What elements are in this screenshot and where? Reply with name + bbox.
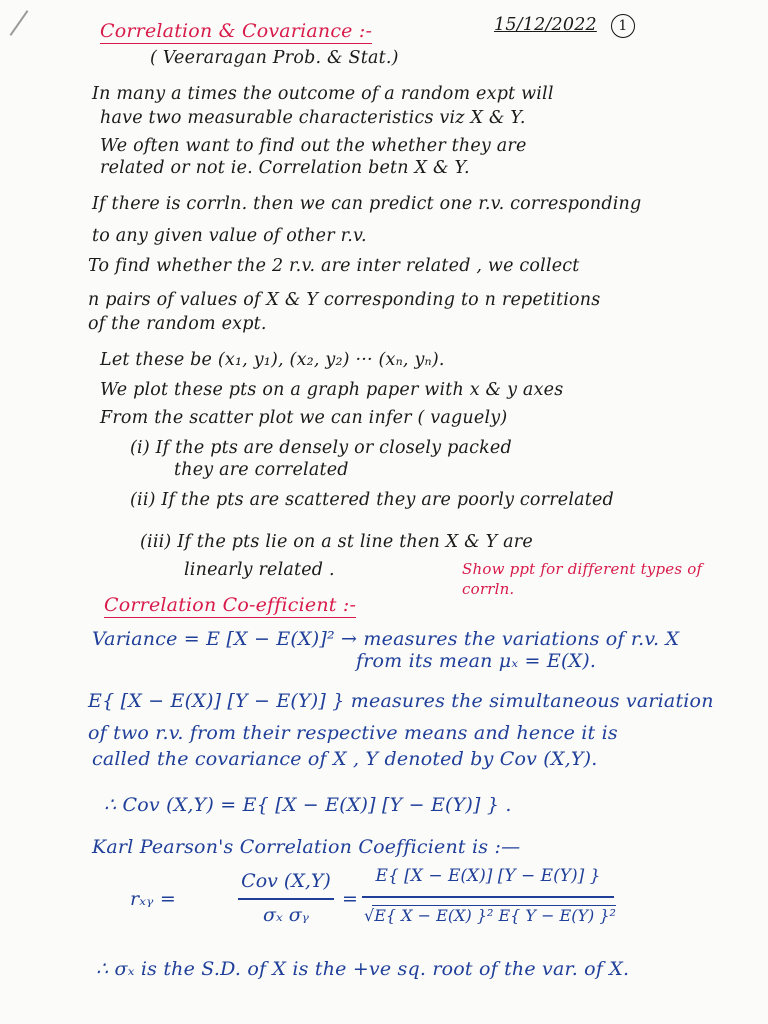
intro-line-11: We plot these pts on a graph paper with x & y axes — [100, 380, 564, 400]
date-line — [494, 14, 635, 38]
intro-line-9: of the random expt. — [88, 314, 267, 334]
fraction-2-bar — [362, 896, 614, 898]
intro-line-2: have two measurable characteristics viz X & Y. — [100, 108, 526, 128]
section-title — [104, 594, 356, 616]
fraction-2-numerator: E{ [X − E(X)] [Y − E(Y)] } — [375, 866, 601, 886]
fraction-2-denominator-text: E{ X − E(X) }² E{ Y − E(Y) }² — [374, 906, 616, 925]
variance-line-1: Variance = E [X − E(X)]² → measures the variations of r.v. X — [92, 628, 680, 650]
date: 15/12/2022 — [494, 15, 597, 35]
page-title — [100, 20, 372, 42]
intro-line-8: n pairs of values of X & Y corresponding to n repetitions — [88, 290, 601, 310]
intro-line-7: To find whether the 2 r.v. are inter related , we collect — [88, 256, 580, 276]
item-2: (ii) If the pts are scattered they are poorly correlated — [130, 490, 614, 510]
fraction-1-bar — [238, 898, 334, 900]
sd-note: ∴ σₓ is the S.D. of X is the +ve sq. root of the var. of X. — [96, 958, 630, 980]
covariance-line-3: called the covariance of X , Y denoted by Cov (X,Y). — [92, 748, 598, 770]
intro-line-4: related or not ie. Correlation betn X & Y. — [100, 158, 470, 178]
page-number: 1 — [611, 14, 635, 38]
intro-line-3: We often want to find out the whether they are — [100, 136, 527, 156]
covariance-line-2: of two r.v. from their respective means and hence it is — [88, 722, 618, 744]
section-title-text: Correlation Co-efficient :- — [104, 594, 357, 616]
intro-line-1: In many a times the outcome of a random expt will — [92, 84, 554, 104]
fraction-1-denominator: σₓ σᵧ — [263, 904, 309, 926]
r-lhs: rₓᵧ = — [130, 888, 176, 910]
variance-line-2: from its mean μₓ = E(X). — [356, 650, 597, 672]
margin-pen-mark — [10, 10, 29, 36]
item-3-line-1: (iii) If the pts lie on a st line then X & Y are — [140, 532, 533, 552]
intro-line-10: Let these be (x₁, y₁), (x₂, y₂) ··· (xₙ, yₙ). — [100, 350, 445, 370]
title-text: Correlation & Covariance :- — [100, 20, 373, 42]
karl-pearson-heading: Karl Pearson's Correlation Coefficient is :— — [92, 836, 521, 858]
margin-note-line-1: Show ppt for different types of — [462, 560, 703, 578]
intro-line-6: to any given value of other r.v. — [92, 226, 367, 246]
covariance-definition: ∴ Cov (X,Y) = E{ [X − E(X)] [Y − E(Y)] } . — [104, 794, 512, 816]
source-reference: ( Veeraragan Prob. & Stat.) — [150, 48, 399, 68]
fraction-2-denominator — [362, 906, 618, 925]
intro-line-12: From the scatter plot we can infer ( vaguely) — [100, 408, 508, 428]
r-equals: = — [342, 888, 359, 910]
item-1-line-2: they are correlated — [174, 460, 349, 480]
margin-note-line-2: corrln. — [462, 580, 515, 598]
sqrt-sign-icon: √ — [364, 906, 375, 925]
item-3-line-2: linearly related . — [184, 560, 335, 580]
covariance-line-1: E{ [X − E(X)] [Y − E(Y)] } measures the simultaneous variation — [88, 690, 714, 712]
intro-line-5: If there is corrln. then we can predict one r.v. corresponding — [92, 194, 642, 214]
item-1-line-1: (i) If the pts are densely or closely packed — [130, 438, 512, 458]
fraction-1-numerator: Cov (X,Y) — [241, 870, 331, 892]
